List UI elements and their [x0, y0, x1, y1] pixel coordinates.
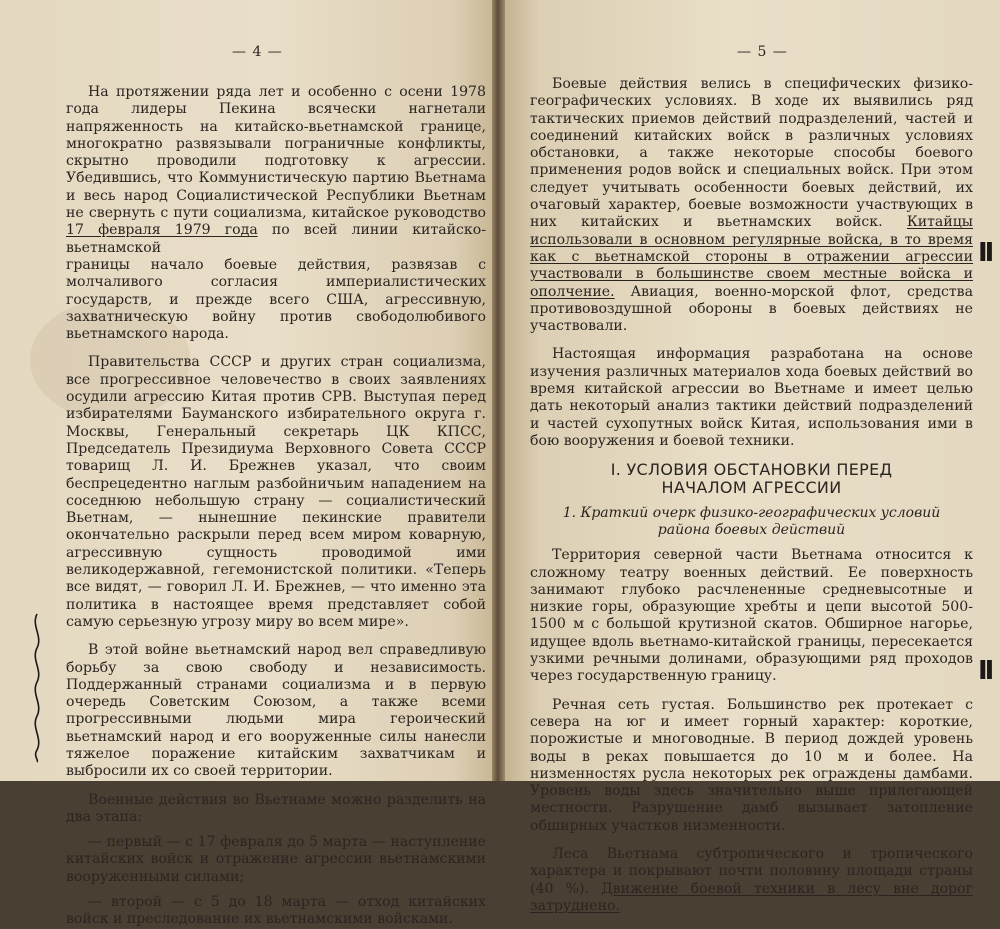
paragraph-text: Леса Вьетнама субтропического и тропического характера и покрывают почти половину площади страны (40 %).: [530, 845, 973, 897]
margin-mark-upper: II: [978, 238, 992, 268]
paragraph: В этой войне вьетнамский народ вел справедливую борьбу за свою свободу и независимость. Поддержанный странами социализма и в первую очередь Советским Союзом, а также всеми прогрессивными людьми мира героический вьетнамский народ и его вооруженные силы нанесли тяжелое поражение китайским захватчикам и выбросили их со своей территории.: [66, 642, 486, 780]
left-page-text: [66, 84, 486, 929]
paragraph: Территория северной части Вьетнама относится к сложному театру военных действий. Ее поверхность занимают глубоко расчлененные средневысотные и низкие горы, образующие хребты и цепи высотой 500-1500 м с большой крутизной скатов. Обширное нагорье, идущее вдоль вьетнамо-китайской границы, пересекается узкими речными долинами, образующими ряд проходов через государственную границу.: [530, 547, 973, 685]
paragraph: Речная сеть густая. Большинство рек протекает с севера на юг и имеет горный характер: короткие, порожистые и многоводные. В период дождей уровень воды в реках повышается до 10 м и более. На низменностях русла некоторых рек ограждены дамбами. Уровень воды здесь значительно выше прилегающей местности. Разрушение дамб вызывает затопление обширных участков низменности.: [530, 696, 973, 834]
margin-mark-lower: II: [978, 656, 992, 686]
paragraph: [530, 76, 973, 335]
section-title: [530, 461, 973, 497]
paragraph-text: Авиация, военно-морской флот, средства противовоздушной обороны в боевых действиях не участвовали.: [530, 283, 973, 335]
underlined-date: 17 февраля 1979 года: [66, 222, 258, 239]
left-page: [0, 0, 492, 928]
subsection-title: [530, 505, 973, 539]
paragraph: Правительства СССР и других стран социализма, все прогрессивное человечество в своих заявлениях осудили агрессию Китая против СРВ. Выступая перед избирателями Бауманского избирательного округа г. Москвы, Генеральный секретарь ЦК КПСС, Председатель Президиума Верховного Совета СССР товарищ Л. И. Брежнев указал, что своим беспрецедентно наглым разбойничьим нападением на соседнюю небольшую страну — социалистический Вьетнам, — нынешние пекинские правители окончательно раскрыли перед всем миром коварную, агрессивную сущность проводимой ими великодержавной, гегемонистской политики. «Теперь все видят, — говорил Л. И. Брежнев, — что именно эта политика в настоящее время представляет собой самую серьезную угрозу миру во всем мире».: [66, 354, 486, 630]
paragraph: Настоящая информация разработана на основе изучения различных материалов хода боевых действий во время китайской агрессии во Вьетнаме и имеет целью дать некоторый анализ тактики действий подразделений и частей сухопутных войск Китая, использования ими в бою вооружения и боевой техники.: [530, 346, 973, 449]
page-number: — 5 —: [737, 44, 788, 60]
section-title-line: I. УСЛОВИЯ ОБСТАНОВКИ ПЕРЕД: [610, 460, 893, 480]
paragraph: — первый — с 17 февраля до 5 марта — наступление китайских войск и отражение агрессии вьетнамскими вооруженными силами;: [66, 834, 486, 885]
paragraph: границы начало боевые действия, развязав с молчаливого согласия империалистических государств, и прежде всего США, агрессивную, захватническую войну против свободолюбивого вьетнамского народа.: [66, 256, 486, 343]
paragraph-text: по всей линии китайско-вьетнамской: [66, 222, 486, 256]
right-page-text: [530, 76, 973, 915]
subsection-title-line: района боевых действий: [657, 522, 846, 539]
paragraph: [66, 84, 486, 257]
paragraph-text: Боевые действия велись в специфических физико-географических условиях. В ходе их выявились ряд тактических приемов действий подразделений, частей и соединений китайских войск в различных условиях обстановки, а также некоторые способы боевого применения родов войск и специальных войск. При этом следует учитывать особенности боевых действий, их очаговый характер, боевые возможности участвующих в них китайских и вьетнамских войск.: [530, 76, 973, 231]
right-page: [505, 0, 1000, 914]
paragraph: — второй — с 5 до 18 марта — отход китайских войск и преследование их вьетнамскими войсками.: [66, 894, 486, 928]
page-number: — 4 —: [232, 44, 283, 60]
section-title-line: НАЧАЛОМ АГРЕССИИ: [661, 478, 842, 498]
wavy-margin-mark: [30, 612, 44, 762]
subsection-title-line: 1. Краткий очерк физико-географических условий: [562, 505, 941, 522]
paragraph-text: На протяжении ряда лет и особенно с осени 1978 года лидеры Пекина всячески нагнетали напряженность на китайско-вьетнамской границе, многократно развязывали пограничные конфликты, скрытно проводили подготовку к агрессии. Убедившись, что Коммунистическую партию Вьетнама и весь народ Социалистической Республики Вьетнам не свернуть с пути социализма, китайское руководство: [66, 84, 486, 222]
underlined-passage: Движение боевой техники в лесу вне дорог затруднено.: [530, 880, 973, 914]
paragraph: Военные действия во Вьетнаме можно разделить на два этапа:: [66, 791, 486, 825]
underlined-passage: Китайцы использовали в основном регулярные войска, в то время как с вьетнамской стороны в отражении агрессии участвовали в большинстве своем местные войска и ополчение.: [530, 214, 973, 300]
paragraph: [530, 846, 973, 915]
book-gutter: [492, 0, 505, 781]
